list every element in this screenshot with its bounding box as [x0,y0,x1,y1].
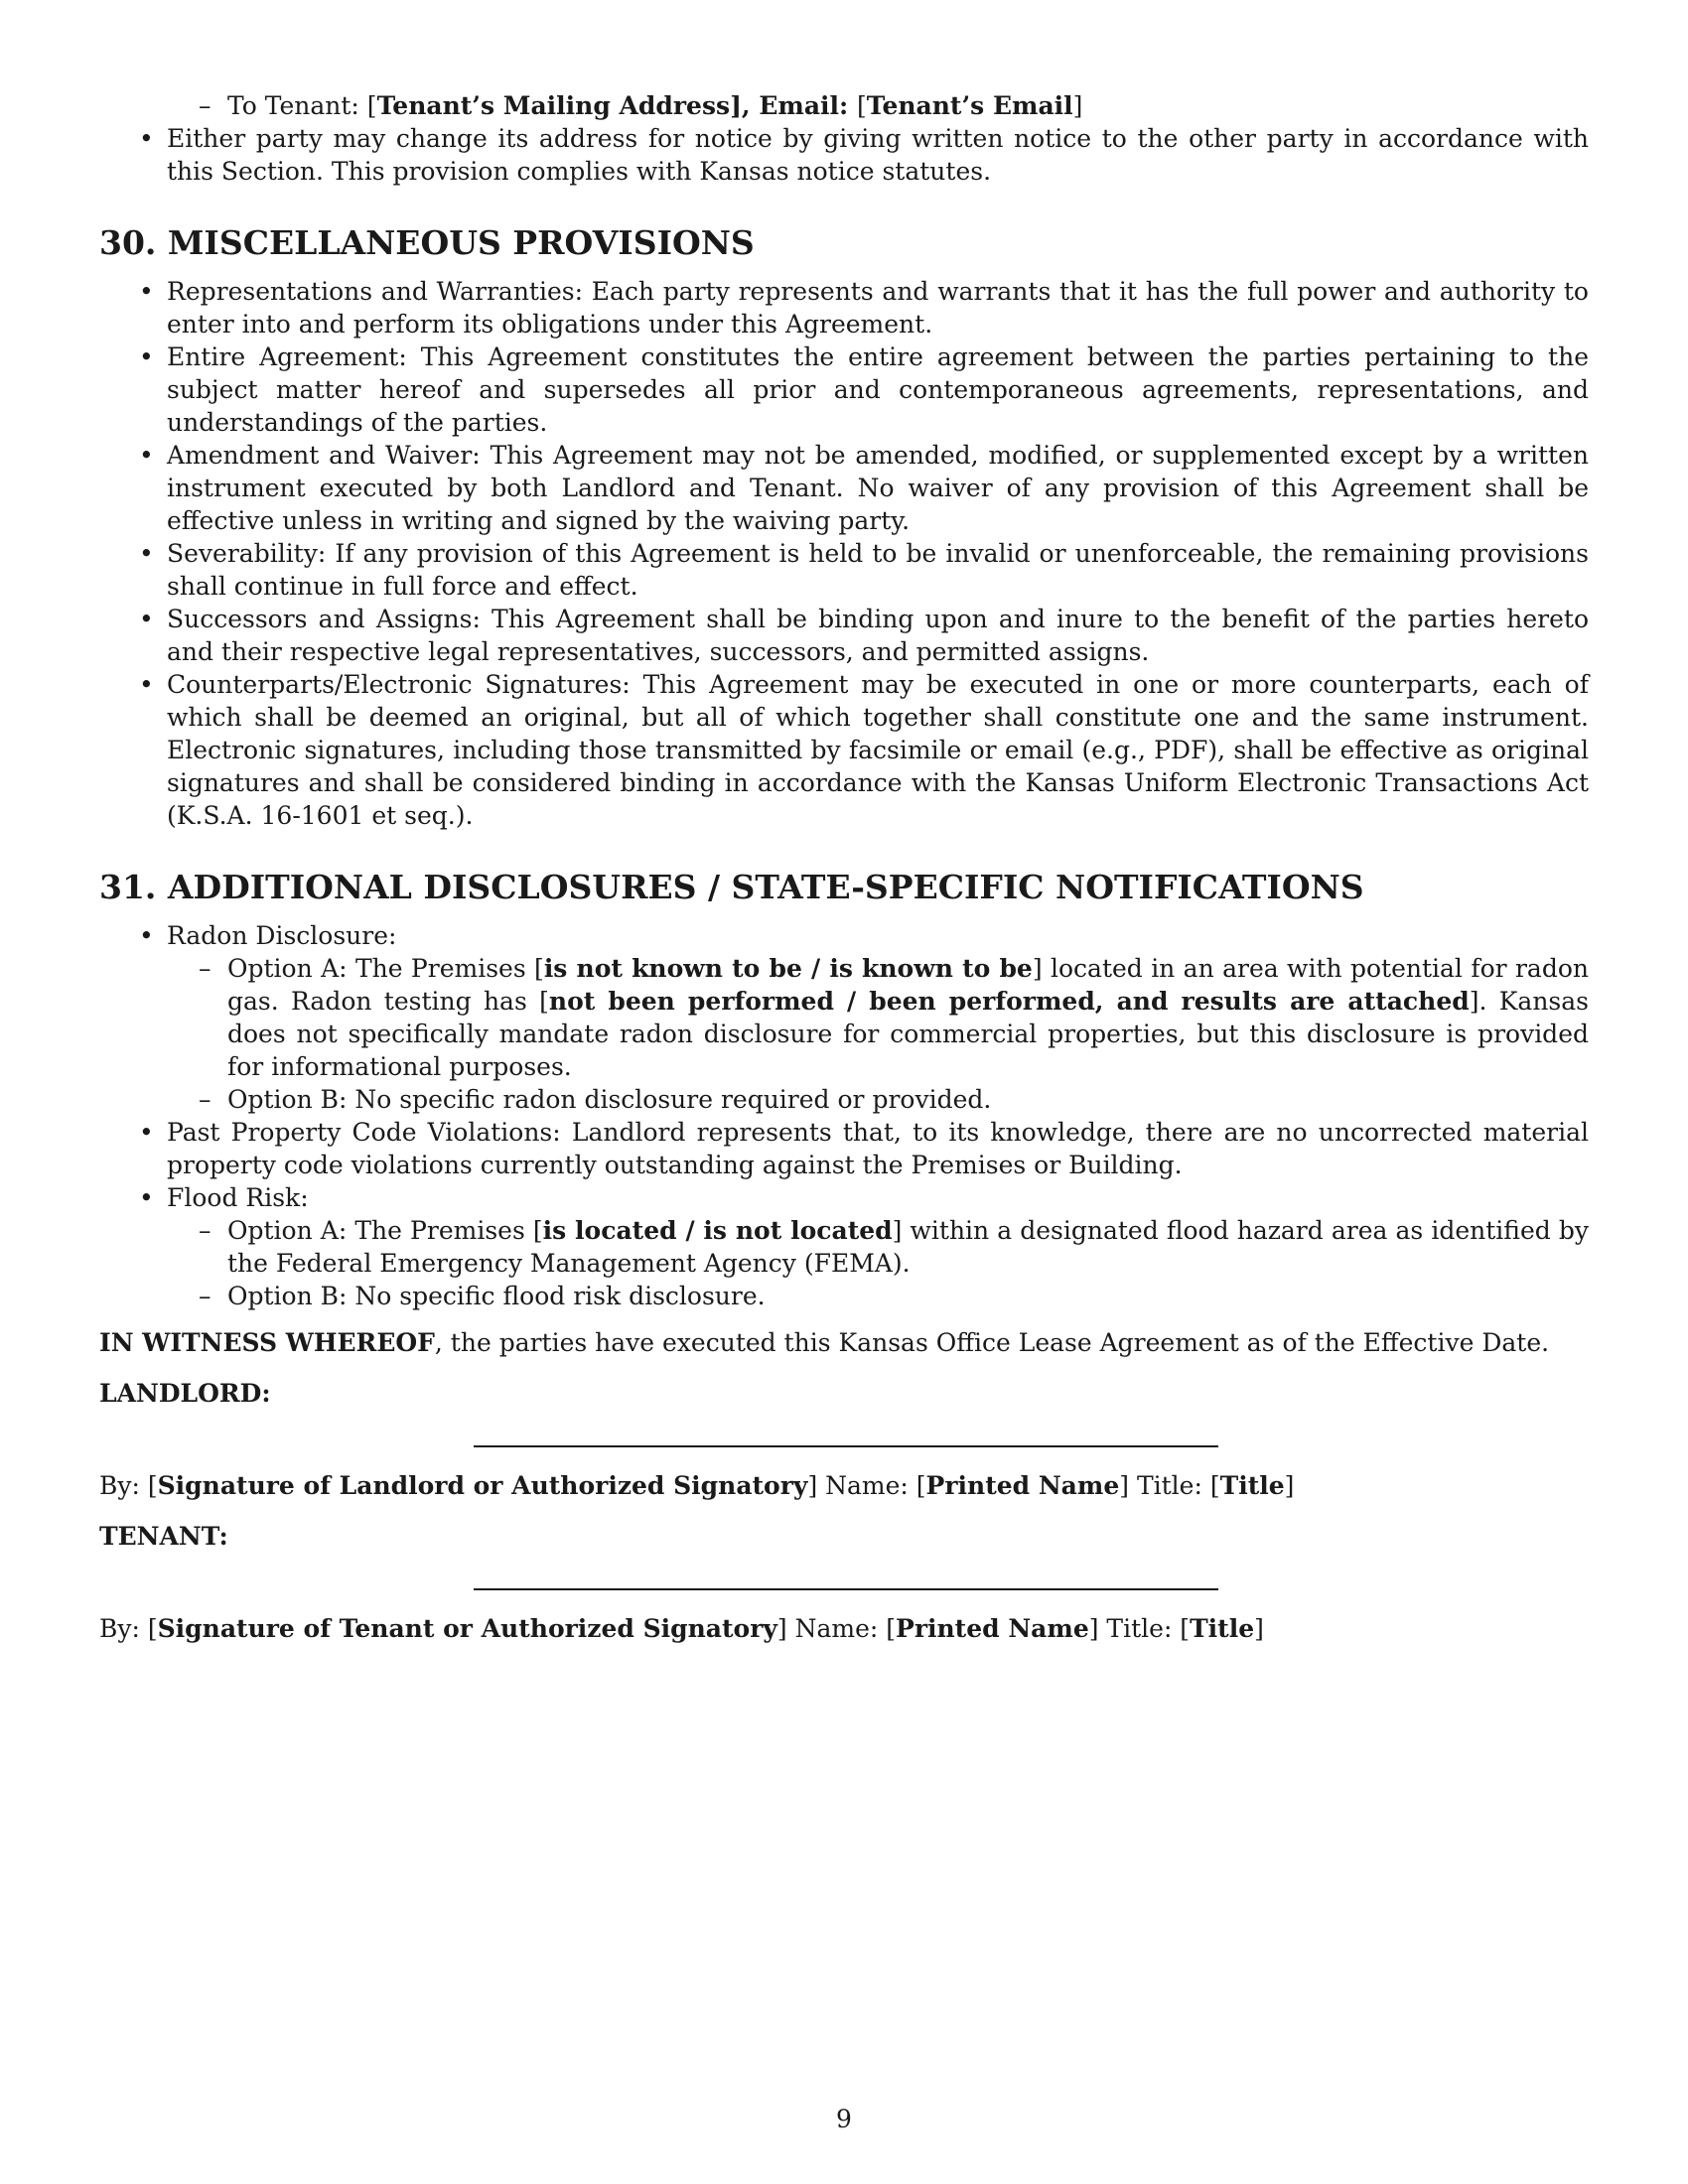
flood-option-b: – Option B: No specific flood risk disclosure. [99,1280,1589,1312]
landlord-signature-block: By: [Signature of Landlord or Authorized Signatory] Name: [Printed Name] Title: [Title] [99,1471,1295,1500]
bracket: ] [1072,91,1083,120]
radon-option-a: – Option A: The Premises [is not known to be / is known to be] located in an area with potential for radon gas. Radon testing has [not been performed / been performed, and results are attached]. Kansas does not specifically mandate radon disclosure for commercial properties, but this disclosure is provided for informational purposes. [99,952,1589,1083]
witness-clause: IN WITNESS WHEREOF, the parties have executed this Kansas Office Lease Agreement as of the Effective Date. [99,1328,1550,1357]
section-30-list [99,275,1589,832]
radon-disclosure-label: • Radon Disclosure: [99,919,1589,952]
list-item: • Severability: If any provision of this Agreement is held to be invalid or unenforceable, the remaining provisions shall continue in full force and effect. [99,537,1589,603]
tenant-signature-block: By: [Signature of Tenant or Authorized Signatory] Name: [Printed Name] Title: [Title] [99,1614,1264,1643]
code-violations-item: • Past Property Code Violations: Landlord represents that, to its knowledge, there are no uncorrected material property code violations currently outstanding against the Premises or Building. [99,1116,1589,1181]
tenant-email-placeholder: Tenant’s Email [866,91,1073,120]
section-30-heading: 30. MISCELLANEOUS PROVISIONS [99,223,755,262]
list-item: • Entire Agreement: This Agreement constitutes the entire agreement between the parties pertaining to the subject matter hereof and supersedes all prior and contemporaneous agreements, representations, and understandings of the parties. [99,341,1589,439]
page-number: 9 [836,2105,852,2133]
flood-option-a: – Option A: The Premises [is located / is not located] within a designated flood hazard area as identified by the Federal Emergency Management Agency (FEMA). [99,1214,1589,1280]
tenant-mailing-placeholder: Tenant’s Mailing Address [376,91,731,120]
tenant-signature-line [474,1588,1218,1590]
list-item: • Amendment and Waiver: This Agreement may not be amended, modified, or supplemented except by a written instrument executed by both Landlord and Tenant. No waiver of any provision of this Agreement shall be effective unless in writing and signed by the waiving party. [99,439,1589,537]
section-31-list [99,919,1589,1312]
list-item: • Successors and Assigns: This Agreement shall be binding upon and inure to the benefit of the parties hereto and their respective legal representatives, successors, and permitted assigns. [99,603,1589,668]
notice-change-address: • Either party may change its address for notice by giving written notice to the other party in accordance with this Section. This provision complies with Kansas notice statutes. [99,122,1589,188]
landlord-signature-line [474,1445,1218,1447]
list-item: • Counterparts/Electronic Signatures: This Agreement may be executed in one or more counterparts, each of which shall be deemed an original, but all of which together shall constitute one and the same instrument. Electronic signatures, including those transmitted by facsimile or email (e.g., PDF), shall be effective as original signatures and shall be considered binding in accordance with the Kansas Uniform Electronic Transactions Act (K.S.A. 16-1601 et seq.). [99,668,1589,832]
landlord-label: LANDLORD: [99,1379,271,1408]
document-page [99,89,1589,1645]
notice-tenant-line: – To Tenant: [Tenant’s Mailing Address], Email: [Tenant’s Email] [99,89,1589,122]
tenant-label: TENANT: [99,1522,228,1551]
radon-option-b: – Option B: No specific radon disclosure required or provided. [99,1083,1589,1116]
bracket: [ [366,91,377,120]
list-item: • Representations and Warranties: Each party represents and warrants that it has the full power and authority to enter into and perform its obligations under this Agreement. [99,275,1589,341]
notice-tenant-prefix: To Tenant: [227,91,367,120]
tenant-email-label: ], Email: [730,91,857,120]
flood-risk-label: • Flood Risk: [99,1181,1589,1214]
section-31-heading: 31. ADDITIONAL DISCLOSURES / STATE-SPECIFIC NOTIFICATIONS [99,868,1364,906]
